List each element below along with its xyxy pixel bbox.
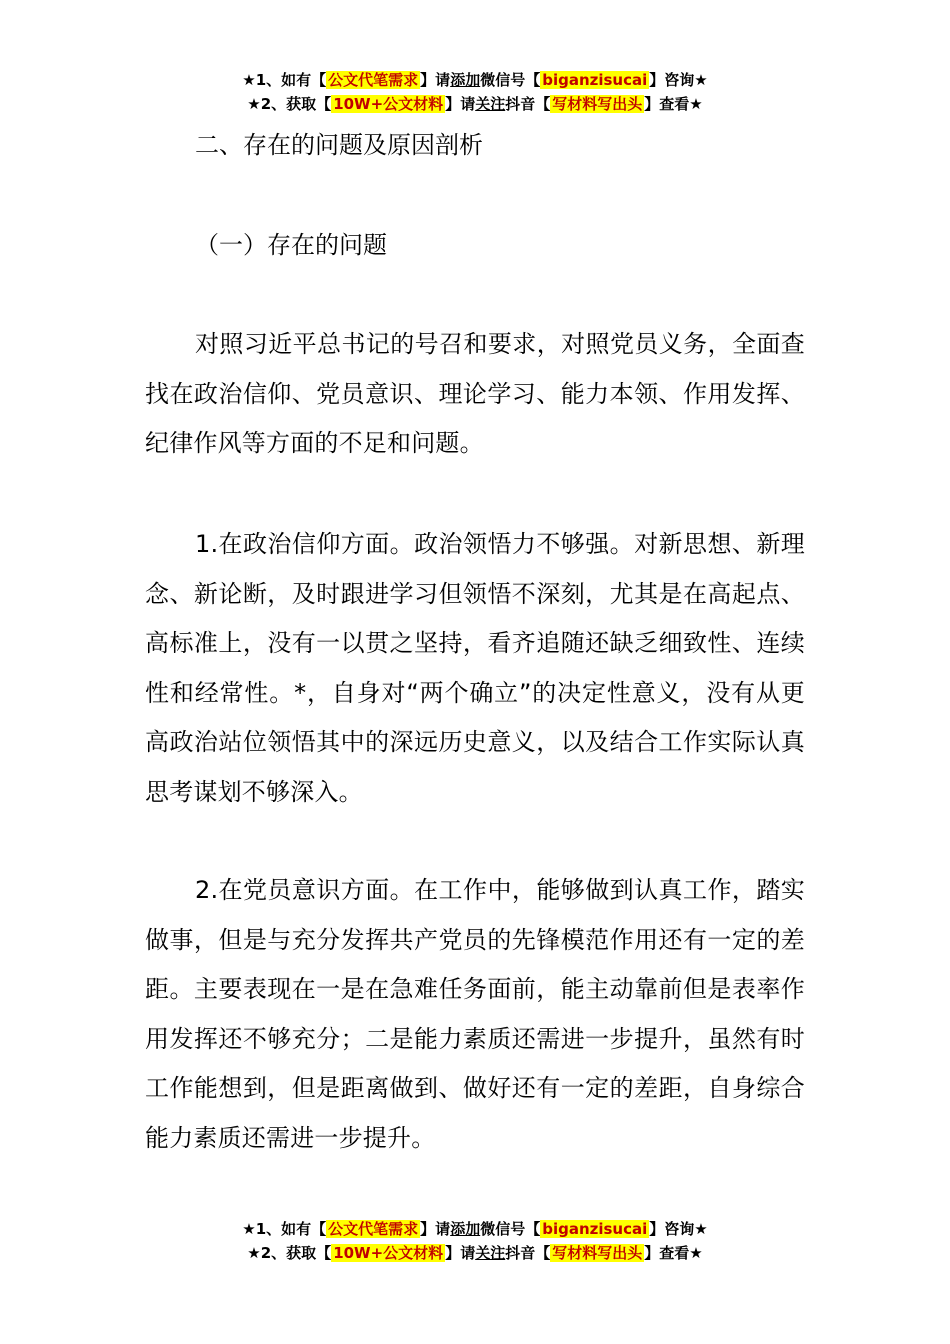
banner-highlight: 写材料写出头 xyxy=(552,1244,643,1262)
banner-text: 】请 xyxy=(445,1244,476,1262)
paragraph-text: 1.在政治信仰方面。政治领悟力不够强。对新思想、新理念、新论断，及时跟进学习但领悟不深刻，尤其是在高起点、高标准上，没有一以贯之坚持，看齐追随还缺乏细致性、连续性和经常性。*，自身对“两个确立”的决定性意义，没有从更高政治站位领悟其中的深远历史意义，以及结合工作实际认真思考谋划不够深入。 xyxy=(145,530,805,806)
banner-text: 抖音【 xyxy=(505,95,551,113)
banner-underline: 关注 xyxy=(475,95,506,113)
banner-highlight: 10W+公文材料 xyxy=(333,1244,444,1262)
banner-underline: 添加 xyxy=(450,1220,481,1238)
bottom-banner xyxy=(0,1217,950,1265)
banner-highlight: biganzisucai xyxy=(542,71,648,89)
banner-text: ★1、如有【 xyxy=(242,1220,327,1238)
banner-text: 】请 xyxy=(420,71,451,89)
paragraph-party-awareness xyxy=(145,866,805,1163)
banner-underline: 添加 xyxy=(450,71,481,89)
banner-highlight: 10W+公文材料 xyxy=(333,95,444,113)
banner-line-1 xyxy=(0,68,950,92)
banner-text: 】请 xyxy=(445,95,476,113)
banner-line-2 xyxy=(0,92,950,116)
paragraph-intro xyxy=(145,320,805,469)
banner-line-1 xyxy=(0,1217,950,1241)
banner-text: 抖音【 xyxy=(505,1244,551,1262)
paragraph-political-belief xyxy=(145,520,805,817)
top-banner xyxy=(0,68,950,116)
section-title: 二、存在的问题及原因剖析 xyxy=(195,131,483,159)
banner-text: 】请 xyxy=(420,1220,451,1238)
banner-text: 】查看★ xyxy=(644,95,703,113)
banner-text: 】咨询★ xyxy=(649,71,708,89)
paragraph-text: 对照习近平总书记的号召和要求，对照党员义务，全面查找在政治信仰、党员意识、理论学习、能力本领、作用发挥、纪律作风等方面的不足和问题。 xyxy=(145,330,805,457)
banner-line-2 xyxy=(0,1241,950,1265)
banner-text: 微信号【 xyxy=(480,1220,541,1238)
banner-text: 】咨询★ xyxy=(649,1220,708,1238)
banner-text: 微信号【 xyxy=(480,71,541,89)
banner-underline: 关注 xyxy=(475,1244,506,1262)
banner-text: ★1、如有【 xyxy=(242,71,327,89)
banner-text: ★2、获取【 xyxy=(247,95,332,113)
subsection-title: （一）存在的问题 xyxy=(195,231,387,259)
banner-highlight: 公文代笔需求 xyxy=(328,1220,419,1238)
banner-text: 】查看★ xyxy=(644,1244,703,1262)
banner-highlight: biganzisucai xyxy=(542,1220,648,1238)
banner-text: ★2、获取【 xyxy=(247,1244,332,1262)
banner-highlight: 公文代笔需求 xyxy=(328,71,419,89)
paragraph-text: 2.在党员意识方面。在工作中，能够做到认真工作，踏实做事，但是与充分发挥共产党员的先锋模范作用还有一定的差距。主要表现在一是在急难任务面前，能主动靠前但是表率作用发挥还不够充分；二是能力素质还需进一步提升，虽然有时工作能想到，但是距离做到、做好还有一定的差距，自身综合能力素质还需进一步提升。 xyxy=(145,876,805,1152)
banner-highlight: 写材料写出头 xyxy=(552,95,643,113)
